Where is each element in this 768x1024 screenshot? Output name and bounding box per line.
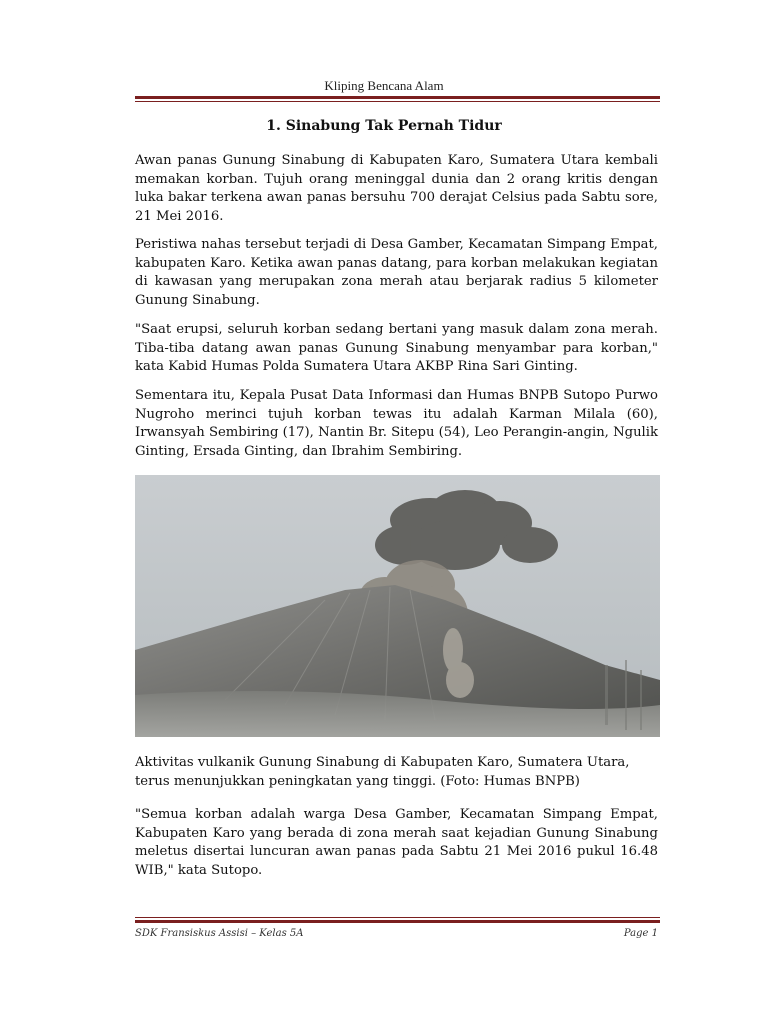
closing-paragraph: "Semua korban adalah warga Desa Gamber, Kecamatan Simpang Empat, Kabupaten Karo yang berada di zona merah saat kejadian Gunung Sinabung meletus disertai luncuran awan panas pada Sabtu 21 Mei 2016 pukul 16.48 WIB," kata Sutopo. <box>135 807 658 878</box>
header-rule-thin <box>135 101 660 102</box>
footer-rule-thin <box>135 917 660 918</box>
footer-rule-thick <box>135 920 660 923</box>
header-rule-thick <box>135 96 660 99</box>
footer-school: SDK Fransiskus Assisi – Kelas 5A <box>135 928 304 939</box>
paragraph-3: "Saat erupsi, seluruh korban sedang bertani yang masuk dalam zona merah. Tiba-tiba datang awan panas Gunung Sinabung menyambar para korban," kata Kabid Humas Polda Sumatera Utara AKBP Rina Sari Ginting. <box>135 322 658 374</box>
footer-page-number: Page 1 <box>623 928 658 939</box>
volcano-photo <box>135 475 660 737</box>
paragraph-4: Sementara itu, Kepala Pusat Data Informasi dan Humas BNPB Sutopo Purwo Nugroho merinci tujuh korban tewas itu adalah Karman Milala (60), Irwansyah Sembiring (17), Nantin Br. Sitepu (54), Leo Perangin-angin, Ngulik Ginting, Ersada Ginting, dan Ibrahim Sembiring. <box>135 388 658 459</box>
header-title: Kliping Bencana Alam <box>324 78 444 93</box>
paragraph-1: Awan panas Gunung Sinabung di Kabupaten Karo, Sumatera Utara kembali memakan korban. Tujuh orang meninggal dunia dan 2 orang kritis dengan luka bakar terkena awan panas bersuhu 700 derajat Celsius pada Sabtu sore, 21 Mei 2016. <box>135 153 658 224</box>
article-title: 1. Sinabung Tak Pernah Tidur <box>266 118 502 134</box>
photo-caption: Aktivitas vulkanik Gunung Sinabung di Kabupaten Karo, Sumatera Utara, terus menunjukkan peningkatan yang tinggi. (Foto: Humas BNPB) <box>135 755 630 789</box>
paragraph-2: Peristiwa nahas tersebut terjadi di Desa Gamber, Kecamatan Simpang Empat, kabupaten Karo. Ketika awan panas datang, para korban melakukan kegiatan di kawasan yang merupakan zona merah atau berjarak radius 5 kilometer Gunung Sinabung. <box>135 237 658 308</box>
